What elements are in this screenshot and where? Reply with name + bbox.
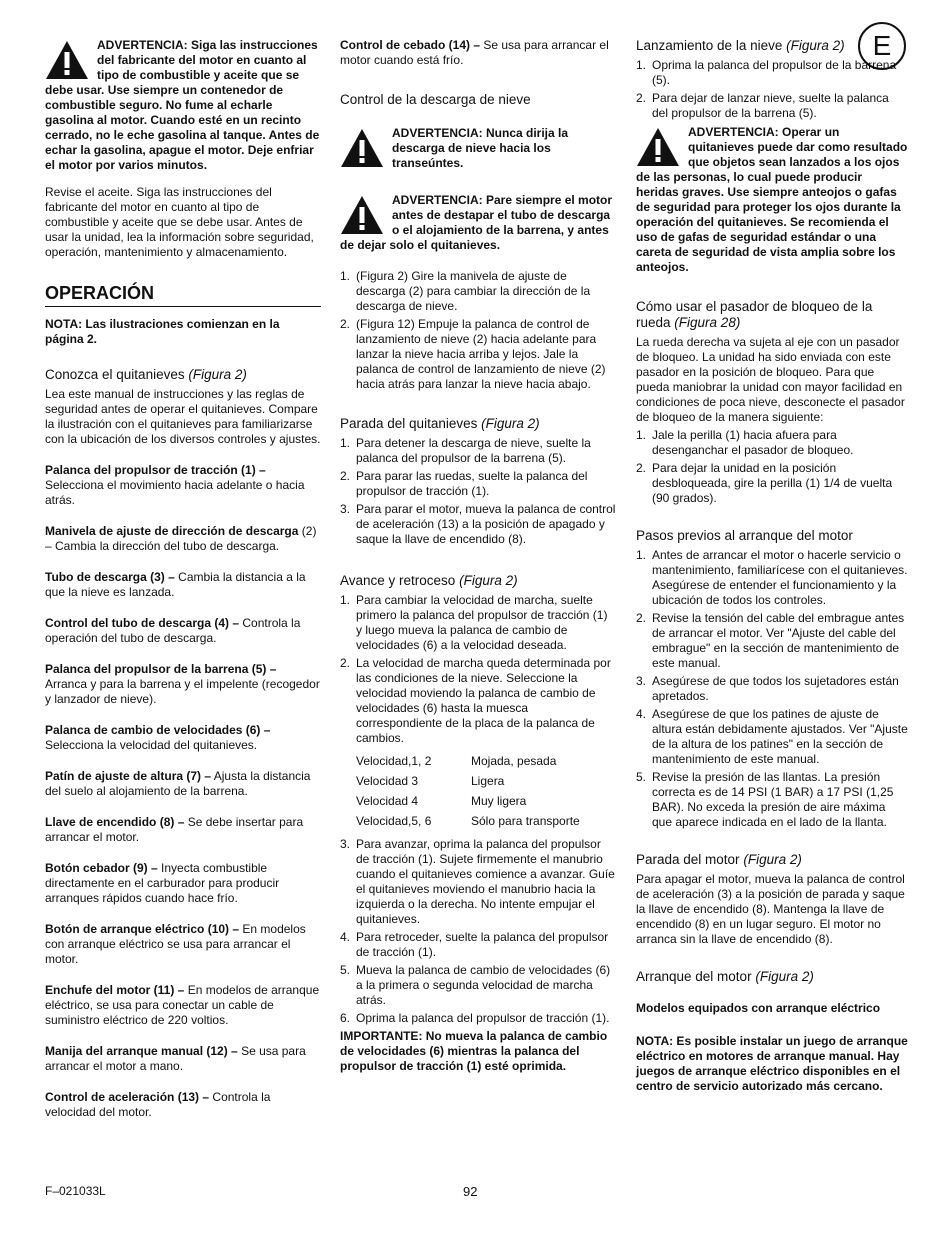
pin-paragraph: La rueda derecha va sujeta al eje con un pasador de bloqueo. La unidad ha sido enviada con este pasador en la posición de bloqueo. Para que pueda maniobrar la unidad con mayor facilidad en condiciones de poca nieve, desconecte el pasador de bloqueo de la manera siguiente: — [636, 335, 905, 424]
oil-paragraph: Revise el aceite. Siga las instrucciones del fabricante del motor en cuanto al tipo de combustible y aceite que se debe usar. Antes de usar la unidad, lea la información sobre seguridad, operación, mantenimiento y almacenamiento. — [45, 185, 314, 259]
launch-heading: Lanzamiento de la nieve (Figura 2) — [636, 38, 845, 53]
warning-triangle-icon — [636, 127, 680, 167]
fuel-warning-text: ADVERTENCIA: Siga las instrucciones del fabricante del motor en cuanto al tipo de combustible y aceite que se debe usar. Use siempre un contenedor de combustible seguro. No fume al echarle gasolina al motor. Cuando esté en un recinto cerrado, no le eche gasolina al tanque. Antes de echar la gasolina, apague el motor. Deje enfriar el motor por varios minutos. — [45, 38, 320, 172]
list-item: 3. Para avanzar, oprima la palanca del propulsor de tracción (1). Sujete firmemente el manubrio cuando el quitanieves comience a avanzar. Guíe el quitanieves moviendo el manubrio hacia la izquierda o la derecha. No intente empujar el quitanieves. — [340, 837, 615, 926]
list-item: 1. (Figura 2) Gire la manivela de ajuste de descarga (2) para cambiar la dirección de la descarga de nieve. — [340, 269, 591, 313]
controls-list — [45, 463, 321, 1120]
speed-condition: Muy ligera — [471, 794, 527, 808]
speed-gear: Velocidad,5, 6 — [356, 814, 432, 828]
column-2 — [340, 38, 616, 1074]
stop-heading: Parada del quitanieves (Figura 2) — [340, 416, 540, 431]
warning-triangle-icon — [340, 128, 384, 168]
control-item: Tubo de descarga (3) – Cambia la distancia a la que la nieve es lanzada. — [45, 570, 306, 599]
list-item: 3. Asegúrese de que todos los sujetadores están apretados. — [636, 674, 899, 703]
list-item: 1. Para cambiar la velocidad de marcha, suelte primero la palanca del propulsor de tracción (1) y luego mueva la palanca de cambio de velocidades (6) a la velocidad deseada. — [340, 593, 608, 652]
list-item: 5. Revise la presión de las llantas. La presión correcta es de 14 PSI (1 BAR) a 17 PSI (1,25 BAR). No exceda la presión de aire máxima que aparece indicada en el lado de la llanta. — [636, 770, 894, 829]
control-item: Palanca de cambio de velocidades (6) – Selecciona la velocidad del quitanieves. — [45, 723, 271, 752]
know-paragraph: Lea este manual de instrucciones y las reglas de seguridad antes de operar el quitanieves. Compare la ilustración con el quitanieves para familiarizarse con la ubicación de los diversos controles y ajustes. — [45, 387, 321, 446]
list-item: 1. Jale la perilla (1) hacia afuera para desenganchar el pasador de bloqueo. — [636, 428, 854, 457]
discharge-steps — [340, 269, 616, 392]
speed-condition: Sólo para transporte — [471, 814, 580, 828]
list-item: 2. Revise la tensión del cable del embrague antes de arrancar el motor. Ver "Ajuste del cable del embrague" en la sección de mantenimiento de este manual. — [636, 611, 905, 670]
control-item: Control del tubo de descarga (4) – Controla la operación del tubo de descarga. — [45, 616, 301, 645]
warning-triangle-icon — [340, 195, 384, 235]
prestart-heading: Pasos previos al arranque del motor — [636, 528, 853, 543]
electric-models-heading: Modelos equipados con arranque eléctrico — [636, 1001, 881, 1015]
launch-steps — [636, 58, 908, 121]
choke-item: Control de cebado (14) – Se usa para arrancar el motor cuando está frío. — [340, 38, 609, 67]
language-e-logo: E — [858, 22, 906, 70]
speed-gear: Velocidad,1, 2 — [356, 754, 432, 768]
speed-table — [356, 754, 616, 829]
list-item: 4. Asegúrese de que los patines de ajuste de altura están debidamente ajustados. Ver "Ajuste de la altura de los patines" en la sección de mantenimiento de este manual. — [636, 707, 908, 766]
speed-gear: Velocidad 4 — [356, 794, 419, 808]
start-heading: Arranque del motor (Figura 2) — [636, 969, 814, 984]
fuel-warning — [45, 38, 321, 173]
speed-condition: Ligera — [471, 774, 505, 788]
list-item: 2. Para dejar la unidad en la posición desbloqueada, gire la perilla (1) 1/4 de vuelta (90 grados). — [636, 461, 893, 505]
list-item: 2. La velocidad de marcha queda determinada por las condiciones de la nieve. Seleccione la velocidad moviendo la palanca de cambio de velocidades (6) hasta la muesca correspondiente de la placa de la palanca de cambios. — [340, 656, 611, 745]
list-item: 2. Para dejar de lanzar nieve, suelte la palanca del propulsor de la barrena (5). — [636, 91, 889, 120]
pin-steps — [636, 428, 908, 506]
bystander-warning: ADVERTENCIA: Nunca dirija la descarga de nieve hacia los transeúntes. — [340, 126, 616, 171]
list-item: 6. Oprima la palanca del propulsor de tracción (1). — [340, 1011, 610, 1025]
control-item: Patín de ajuste de altura (7) – Ajusta la distancia del suelo al alojamiento de la barrena. — [45, 769, 311, 798]
discharge-heading: Control de la descarga de nieve — [340, 92, 531, 107]
section-title: OPERACIÓN — [45, 282, 321, 307]
pin-heading: Cómo usar el pasador de bloqueo de la rueda (Figura 28) — [636, 299, 873, 330]
drive-steps-continued — [340, 837, 616, 1026]
control-item: Botón cebador (9) – Inyecta combustible directamente en el carburador para producir arranques rápidos cuando hace frío. — [45, 861, 280, 905]
column-3 — [636, 38, 908, 1094]
unclog-warning: ADVERTENCIA: Pare siempre el motor antes de destapar el tubo de descarga o el alojamiento de la barrena, y antes de dejar solo el quitanieves. — [340, 193, 613, 252]
control-item: Palanca del propulsor de tracción (1) – Selecciona el movimiento hacia adelante o hacia atrás. — [45, 463, 305, 507]
drive-heading: Avance y retroceso (Figura 2) — [340, 573, 518, 588]
engine-stop-paragraph: Para apagar el motor, mueva la palanca de control de aceleración (3) a la posición de parada y saque la llave de encendido (8). Mantenga la llave de encendido (8) en un lugar seguro. El motor no arranca sin la llave de encendido (8). — [636, 872, 905, 946]
drive-steps — [340, 593, 616, 746]
control-item: Palanca del propulsor de la barrena (5) – Arranca y para la barrena y el impelente (recogedor y lanzador de nieve). — [45, 662, 320, 706]
list-item: 4. Para retroceder, suelte la palanca del propulsor de tracción (1). — [340, 930, 609, 959]
document-code: F–021033L — [45, 1184, 106, 1198]
control-item: Manija del arranque manual (12) – Se usa para arrancar el motor a mano. — [45, 1044, 306, 1073]
control-item: Enchufe del motor (11) – En modelos de arranque eléctrico, se usa para conectar un cable de suministro eléctrico de 220 voltios. — [45, 983, 320, 1027]
list-item: 3. Para parar el motor, mueva la palanca de control de aceleración (13) a la posición de apagado y saque la llave de encendido (8). — [340, 502, 616, 546]
eye-warning: ADVERTENCIA: Operar un quitanieves puede dar como resultado que objetos sean lanzados a los ojos de las personas, lo cual puede producir heridas graves. Use siempre anteojos o gafas de seguridad para proteger los ojos durante la operación del quitanieves. Se recomienda el uso de gafas de seguridad estándar o una careta de seguridad de vista amplia sobre los anteojos. — [636, 125, 908, 274]
list-item: 1. Oprima la palanca del propulsor de la barrena (5). — [636, 58, 897, 87]
engine-stop-heading: Parada del motor (Figura 2) — [636, 852, 802, 867]
important-note: IMPORTANTE: No mueva la palanca de cambio de velocidades (6) mientras la palanca del propulsor de tracción (1) esté oprimida. — [340, 1029, 608, 1073]
control-item: Manivela de ajuste de dirección de descarga (2) – Cambia la dirección del tubo de descarga. — [45, 524, 317, 553]
know-heading: Conozca el quitanieves (Figura 2) — [45, 367, 247, 382]
stop-steps — [340, 436, 616, 547]
column-1 — [45, 38, 321, 1120]
control-item: Llave de encendido (8) – Se debe insertar para arrancar el motor. — [45, 815, 304, 844]
control-item: Botón de arranque eléctrico (10) – En modelos con arranque eléctrico se usa para arrancar el motor. — [45, 922, 306, 966]
list-item: 2. (Figura 12) Empuje la palanca de control de lanzamiento de nieve (2) hacia adelante para lanzar la nieve hacia arriba y lejos. Jale la palanca de control de lanzamiento de nieve (2) hacia atrás para lanzar la nieve hacia abajo. — [340, 317, 606, 391]
speed-condition: Mojada, pesada — [471, 754, 557, 768]
list-item: 1. Antes de arrancar el motor o hacerle servicio o mantenimiento, familiarícese con el quitanieves. Asegúrese de entender el funcionamiento y la ubicación de todos los controles. — [636, 548, 908, 607]
control-item: Control de aceleración (13) – Controla la velocidad del motor. — [45, 1090, 271, 1119]
electric-note: NOTA: Es posible instalar un juego de arranque eléctrico en motores de arranque manual. Hay juegos de arranque eléctrico disponibles en el centro de servicio autorizado más cercano. — [636, 1034, 908, 1093]
prestart-steps — [636, 548, 908, 830]
page-number: 92 — [463, 1184, 478, 1199]
list-item: 2. Para parar las ruedas, suelte la palanca del propulsor de tracción (1). — [340, 469, 588, 498]
list-item: 5. Mueva la palanca de cambio de velocidades (6) a la primera o segunda velocidad de marcha atrás. — [340, 963, 611, 1007]
speed-gear: Velocidad 3 — [356, 774, 419, 788]
list-item: 1. Para detener la descarga de nieve, suelte la palanca del propulsor de la barrena (5). — [340, 436, 591, 465]
illustrations-note: NOTA: Las ilustraciones comienzan en la página 2. — [45, 317, 280, 346]
warning-triangle-icon — [45, 40, 89, 80]
